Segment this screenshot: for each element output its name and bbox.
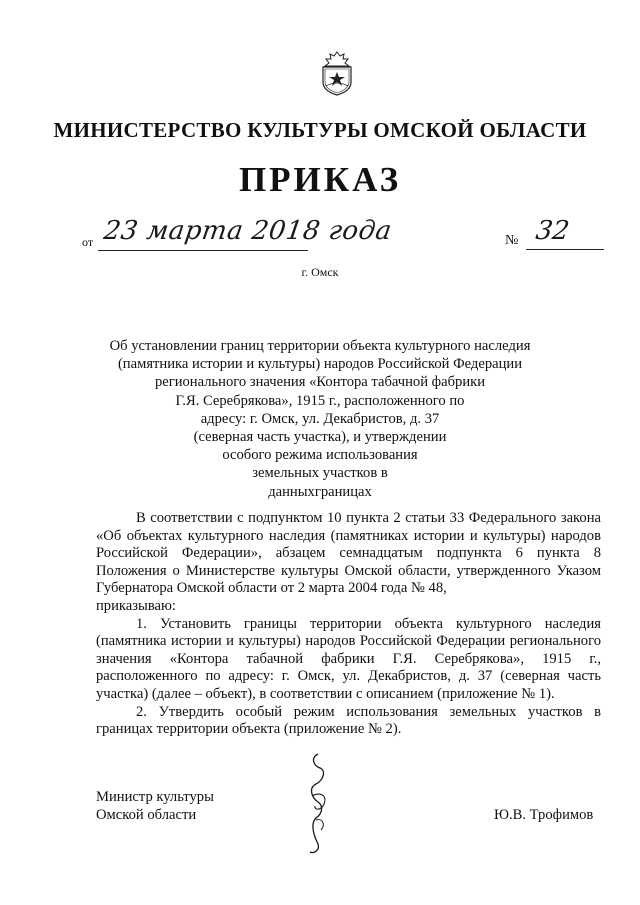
number-underline — [526, 249, 604, 250]
order-item-1: 1. Установить границы территории объекта культурного наследия (памятника истории и культуры) народов Российской Федерации регионального значения «Контора табачной фабрики Г.Я. Серебрякова», 1915 г., расположенного по адресу: г. Омск, ул. Декабристов, д. 37 (северная часть участка) (далее – объект), в соответствии с описанием (приложение № 1). — [96, 615, 601, 702]
subject-line: адресу: г. Омск, ул. Декабристов, д. 37 — [200, 410, 440, 427]
subject-line: (памятника истории и культуры) народов Российской Федерации — [117, 356, 523, 373]
handwritten-signature-icon — [288, 748, 348, 858]
subject-line: данныхграницах — [268, 483, 372, 500]
order-body — [96, 510, 601, 739]
position-line: Омской области — [96, 806, 197, 823]
subject-line: земельных участков в — [252, 465, 388, 482]
number-label: № — [505, 233, 519, 248]
order-item-2: 2. Утвердить особый режим использования земельных участков в границах территории объекта (приложение № 2). — [96, 703, 601, 738]
ministry-title: МИНИСТЕРСТВО КУЛЬТУРЫ ОМСКОЙ ОБЛАСТИ — [53, 118, 587, 142]
position-line: Министр культуры — [96, 789, 214, 805]
city-label: г. Омск — [301, 265, 339, 279]
signatory-position — [96, 789, 214, 824]
handwritten-number: 32 — [533, 216, 572, 246]
intro-paragraph: В соответствии с подпунктом 10 пункта 2 статьи 33 Федерального закона «Об объектах культурного наследия (памятниках истории и культуры) народов Российской Федерации», абзацем семнадцатым подпункта 6 пункта 8 Положения о Министерстве культуры Омской области, утвержденного Указом Губернатора Омской области от 2 марта 2004 года № 48, — [96, 510, 601, 597]
subject-line: (северная часть участка), и утверждении — [193, 429, 447, 446]
date-label: от — [82, 235, 94, 249]
document-type-title: ПРИКАЗ — [238, 160, 402, 199]
subject-line: особого режима использования — [222, 447, 418, 464]
subject-line: Об установлении границ территории объекта культурного наследия — [109, 338, 531, 354]
omsk-coat-of-arms-icon — [320, 50, 354, 96]
order-subject — [100, 337, 540, 501]
handwritten-date: 23 марта 2018 года — [101, 216, 394, 246]
order-word: приказываю: — [96, 597, 176, 614]
signatory-name: Ю.В. Трофимов — [494, 807, 594, 823]
subject-line: регионального значения «Контора табачной фабрики — [154, 374, 486, 391]
subject-line: Г.Я. Серебрякова», 1915 г., расположенного по — [175, 392, 465, 409]
date-underline — [98, 250, 308, 251]
